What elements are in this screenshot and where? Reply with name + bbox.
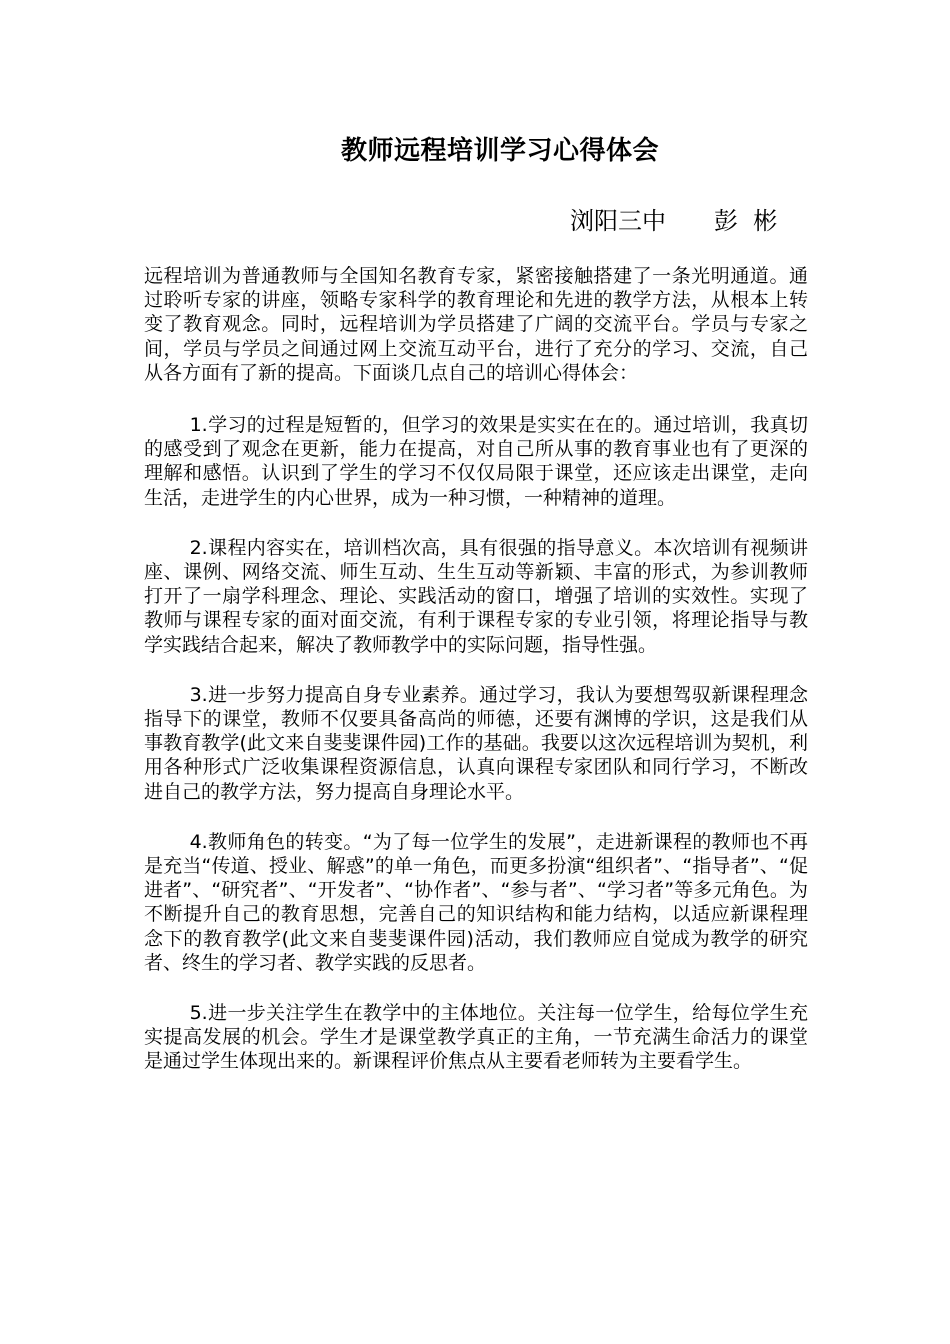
point-paragraph-2: 2.课程内容实在，培训档次高，具有很强的指导意义。本次培训有视频讲座、课例、网络交流、师生互动、生生互动等新颖、丰富的形式，为参训教师打开了一扇学科理念、理论、实践活动的窗口，增强了培训的实效性。实现了教师与课程专家的面对面交流，有利于课程专家的专业引领，将理论指导与教学实践结合起来，解决了教师教学中的实际问题，指导性强。	[144, 536, 808, 656]
author-byline: 浏阳三中 彭 彬	[570, 207, 778, 235]
document-body	[144, 264, 808, 1100]
point-paragraph-5: 5.进一步关注学生在教学中的主体地位。关注每一位学生，给每位学生充实提高发展的机会。学生才是课堂教学真正的主角，一节充满生命活力的课堂是通过学生体现出来的。新课程评价焦点从主要看老师转为主要看学生。	[144, 1002, 808, 1073]
intro-paragraph: 远程培训为普通教师与全国知名教育专家，紧密接触搭建了一条光明通道。通过聆听专家的讲座，领略专家科学的教育理论和先进的教学方法，从根本上转变了教育观念。同时，远程培训为学员搭建了广阔的交流平台。学员与专家之间，学员与学员之间通过网上交流互动平台，进行了充分的学习、交流，自己从各方面有了新的提高。下面谈几点自己的培训心得体会：	[144, 265, 808, 384]
point-paragraph-4: 4.教师角色的转变。“为了每一位学生的发展”，走进新课程的教师也不再是充当“传道、授业、解惑”的单一角色，而更多扮演“组织者”、“指导者”、“促进者”、“研究者”、“开发者”、“协作者”、“参与者”、“学习者”等多元角色。为不断提升自己的教育思想，完善自己的知识结构和能力结构，以适应新课程理念下的教育教学(此文来自斐斐课件园)活动，我们教师应自觉成为教学的研究者、终生的学习者、教学实践的反思者。	[144, 830, 808, 974]
point-paragraph-3: 3.进一步努力提高自身专业素养。通过学习，我认为要想驾驭新课程理念指导下的课堂，教师不仅要具备高尚的师德，还要有渊博的学识，这是我们从事教育教学(此文来自斐斐课件园)工作的基础。我要以这次远程培训为契机，利用各种形式广泛收集课程资源信息，认真向课程专家团队和同行学习，不断改进自己的教学方法，努力提高自身理论水平。	[144, 683, 808, 803]
document-title: 教师远程培训学习心得体会	[340, 136, 659, 166]
point-paragraph-1: 1.学习的过程是短暂的，但学习的效果是实实在在的。通过培训，我真切的感受到了观念在更新，能力在提高，对自己所从事的教育事业也有了更深的理解和感悟。认识到了学生的学习不仅仅局限于课堂，还应该走出课堂，走向生活，走进学生的内心世界，成为一种习惯，一种精神的道理。	[144, 414, 808, 509]
